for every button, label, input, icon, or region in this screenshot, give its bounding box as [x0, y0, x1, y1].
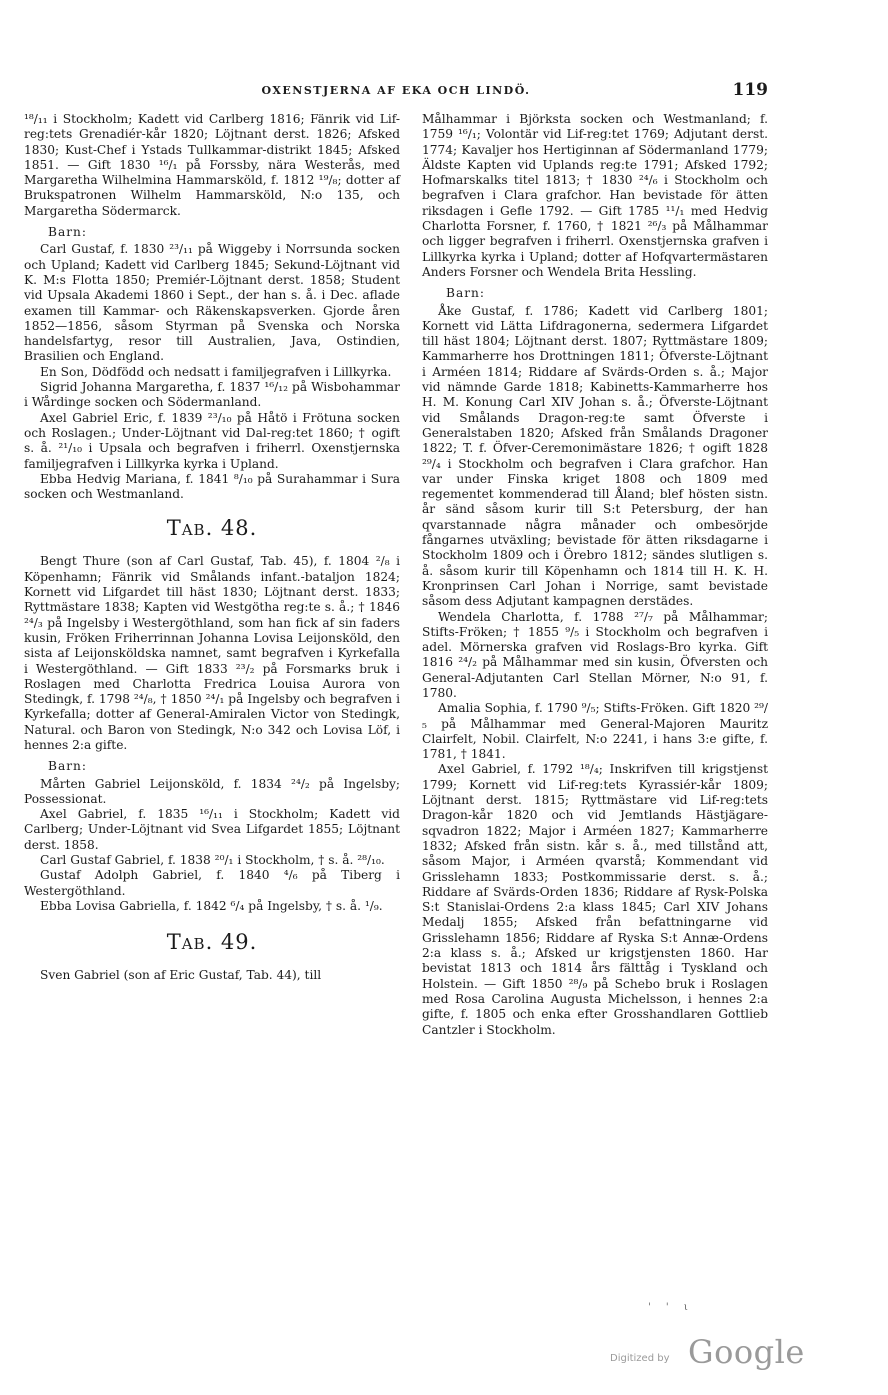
watermark-google-logo: Google [688, 1333, 805, 1371]
stray-marks: ' ' ι [648, 1302, 694, 1313]
entry-bengt-thure: Bengt Thure (son af Carl Gustaf, Tab. 45), f. 1804 ²/₈ i Köpenhamn; Fänrik vid Smålands infant.-bataljon 1824; Kornett vid Lifgardet till häst 1830; Löjtnant derst. 1833; Ryttmästare 1838; Kapten vid Westgötha reg:te s. å.; † 1846 ²⁴/₃ på Ingelsby i Westergöthland, som han fick af sin faders kusin, Fröken Friherrinnan Johanna Lovisa Leijonsköld, den sista af Leijonsköldska namnet, samt begrafven i Kyrkefalla i Westergöthland. — Gift 1833 ²³/₂ på Forsmarks bruk i Roslagen med Charlotta Fredrica Louisa Aurora von Stedingk, f. 1798 ²⁴/₈, † 1850 ²⁴/₁ på Ingelsby och begrafven i Kyrkefalla; dotter af General-Amiralen Victor von Stedingk, Natural. och Baron von Stedingk, N:o 342 och Lovisa Löf, i hennes 2:a gifte. [24, 554, 400, 752]
entry-sigrid-johanna: Sigrid Johanna Margaretha, f. 1837 ¹⁶/₁₂ på Wisbohammar i Wårdinge socken och Södermanland. [24, 380, 400, 410]
entry-wendela-charlotta: Wendela Charlotta, f. 1788 ²⁷/₇ på Målhammar; Stifts-Fröken; † 1855 ⁹/₅ i Stockholm och begrafven i adel. Mörnerska grafven vid Roslags-Bro kyrka. Gift 1816 ²⁴/₂ på Målhammar med sin kusin, Öfversten och General-Adjutanten Carl Stellan Mörner, N:o 91, f. 1780. [422, 609, 768, 700]
table-heading-49-number: . 49. [205, 930, 258, 955]
page-number: 119 [732, 80, 768, 100]
entry-ake-gustaf: Åke Gustaf, f. 1786; Kadett vid Carlberg 1801; Kornett vid Lätta Lifdragonerna, sedermera Lifgardet till häst 1804; Löjtnant derst. 1807; Ryttmästare 1809; Kammarherre hos Drottningen 1811; Öfverste-Löjtnant i Arméen 1814; Riddare af Svärds-Orden s. å.; Major vid nämnde Garde 1818; Kabinetts-Kammarherre hos H. M. Konung Carl XIV Johan s. å.; Öfverste-Löjtnant vid Smålands Dragon-reg:te samt Öfverste i Generalstaben 1820; Afsked från Smålands Dragoner 1822; T. f. Öfver-Ceremonimästare 1826; † ogift 1828 ²⁹/₄ i Stockholm och begrafven i Clara grafchor. Han var under Finska kriget 1808 och 1809 med regementet kommenderad till Åland; blef hösten sistn. år sänd såsom kurir till S:t Petersburg, der han qvarstannade några månader och ombesörjde fångarnes utväxling; bevistade för ätten riksdagarne i Stockholm 1809 och i Örebro 1812; sändes slutligen s. å. såsom kurir till Köpenhamn och 1814 till H. K. H. Kronprinsen Carl Johan i Norrige, samt bevistade såsom dess Adjutant kampagnen derstädes. [422, 303, 768, 609]
entry-gustaf-adolph-gabriel: Gustaf Adolph Gabriel, f. 1840 ⁴/₆ på Tiberg i Westergöthland. [24, 868, 400, 898]
children-heading-3: Barn: [446, 286, 486, 301]
watermark-digitized-by: Digitized by [610, 1353, 670, 1364]
running-header [24, 82, 768, 104]
left-column [24, 112, 400, 984]
running-title: OXENSTJERNA AF EKA OCH LINDÖ. [261, 84, 531, 97]
table-heading-48-smallcaps: AB [181, 521, 206, 540]
entry-son-stillborn: En Son, Dödfödd och nedsatt i familjegrafven i Lillkyrka. [40, 364, 392, 379]
table-heading-49-smallcaps: AB [181, 935, 206, 954]
right-column [422, 112, 768, 1038]
entry-marten-gabriel: Mårten Gabriel Leijonsköld, f. 1834 ²⁴/₂ på Ingelsby; Possessionat. [24, 776, 400, 806]
entry-carl-gustaf: Carl Gustaf, f. 1830 ²³/₁₁ på Wiggeby i Norrsunda socken och Upland; Kadett vid Carlberg 1845; Sekund-Löjtnant vid K. M:s Flotta 1850; Premiér-Löjtnant derst. 1858; Student vid Upsala Akademi 1860 i Sept., der han s. å. i Dec. aflade examen till Kammar- och Räkenskapsverken. Gjorde åren 1852—1856, såsom Styrman på Svenska och Norska handelsfartyg, resor till Australien, Java, Ostindien, Brasilien och England. [24, 242, 400, 364]
children-heading: Barn: [48, 225, 88, 240]
entry-amalia-sophia: Amalia Sophia, f. 1790 ⁹/₅; Stifts-Fröken. Gift 1820 ²⁹/₅ på Målhammar med General-Majoren Mauritz Clairfelt, Nobil. Clairfelt, N:o 2241, i hans 3:e gifte, f. 1781, † 1841. [422, 701, 768, 762]
entry-ebba-hedvig: Ebba Hedvig Mariana, f. 1841 ⁸/₁₀ på Surahammar i Sura socken och Westmanland. [24, 471, 400, 502]
entry-axel-gabriel-1792: Axel Gabriel, f. 1792 ¹⁸/₄; Inskrifven till krigstjenst 1799; Kornett vid Lif-reg:tets Kyrassiér-kår 1809; Löjtnant derst. 1815; Ryttmästare vid Lif-reg:tets Dragon-kår 1820 och vid Jemtlands Hästjägare-sqvadron 1822; Major i Arméen 1827; Kammarherre 1832; Afsked från sistn. kår s. å., med tillstånd att, såsom Major, i Arméen qvarstå; Kommendant vid Grisslehamn 1833; Postkommissarie derst. s. å.; Riddare af Svärds-Orden 1836; Riddare af Rysk-Polska S:t Stanislai-Ordens 2:a klass 1845; Carl XIV Johans Medalj 1855; Afsked från befattningarne vid Grisslehamn 1856; Riddare af Ryska S:t Annæ-Ordens 2:a klass s. å.; Afsked ur krigstjensten 1860. Har bevistat 1813 och 1814 års fälttåg i Tyskland och Holstein. — Gift 1850 ²⁸/₉ på Schebo bruk i Roslagen med Rosa Carolina Augusta Michelsson, i hennes 2:a gifte, f. 1805 och enka efter Grosshandlaren Gottlieb Cantzler i Stockholm. [422, 762, 768, 1037]
entry-sven-gabriel: Sven Gabriel (son af Eric Gustaf, Tab. 44), till [40, 968, 322, 983]
entry-sven-gabriel-continued: Målhammar i Björksta socken och Westmanland; f. 1759 ¹⁶/₁; Volontär vid Lif-reg:tet 1769; Adjutant derst. 1774; Kavaljer hos Hertiginnan af Södermanland 1779; Äldste Kapten vid Uplands reg:te 1791; Afsked 1792; Hofmarskalks titel 1813; † 1830 ²⁴/₆ i Stockholm och begrafven i Clara grafchor. Han bevistade för ätten riksdagen i Gefle 1792. — Gift 1785 ¹¹/₁ med Hedvig Charlotta Forsner, f. 1760, † 1821 ²⁶/₃ på Målhammar och ligger begrafven i friherrl. Oxenstjernska grafven i Lillkyrka kyrka i Upland; dotter af Hofqvartermästaren Anders Forsner och Wendela Brita Hessling. [422, 112, 768, 279]
entry-continuation: ¹⁸/₁₁ i Stockholm; Kadett vid Carlberg 1816; Fänrik vid Lif-reg:tets Grenadiér-kår 1820; Löjtnant derst. 1826; Afsked 1830; Kust-Chef i Ystads Tullkammar-distrikt 1845; Afsked 1851. — Gift 1830 ¹⁶/₁ på Forssby, nära Westerås, med Margaretha Wilhelmina Hammarsköld, f. 1812 ¹⁹/₈; dotter af Brukspatronen Wilhelm Hammarsköld, N:o 135, och Margaretha Södermarck. [24, 112, 400, 218]
entry-carl-gustaf-gabriel: Carl Gustaf Gabriel, f. 1838 ²⁰/₁ i Stockholm, † s. å. ²⁸/₁₀. [40, 853, 385, 868]
entry-axel-gabriel: Axel Gabriel, f. 1835 ¹⁶/₁₁ i Stockholm; Kadett vid Carlberg; Under-Löjtnant vid Svea Lifgardet 1855; Löjtnant derst. 1858. [24, 807, 400, 852]
children-heading-2: Barn: [48, 759, 88, 774]
table-heading-49-initial: T [166, 930, 182, 955]
digitized-watermark [610, 1333, 805, 1375]
table-heading-48-number: . 48. [205, 516, 258, 541]
entry-axel-gabriel-eric: Axel Gabriel Eric, f. 1839 ²³/₁₀ på Håtö i Frötuna socken och Roslagen.; Under-Löjtnant vid Dal-reg:tet 1860; † ogift s. å. ²¹/₁₀ i Upsala och begrafven i friherrl. Oxenstjernska familjegrafven i Lillkyrka kyrka i Upland. [24, 410, 400, 471]
table-heading-48-initial: T [166, 516, 182, 541]
entry-ebba-lovisa-gabriella: Ebba Lovisa Gabriella, f. 1842 ⁶/₄ på Ingelsby, † s. å. ¹/₉. [40, 898, 383, 913]
table-heading-49 [24, 930, 400, 956]
table-heading-48 [24, 516, 400, 542]
